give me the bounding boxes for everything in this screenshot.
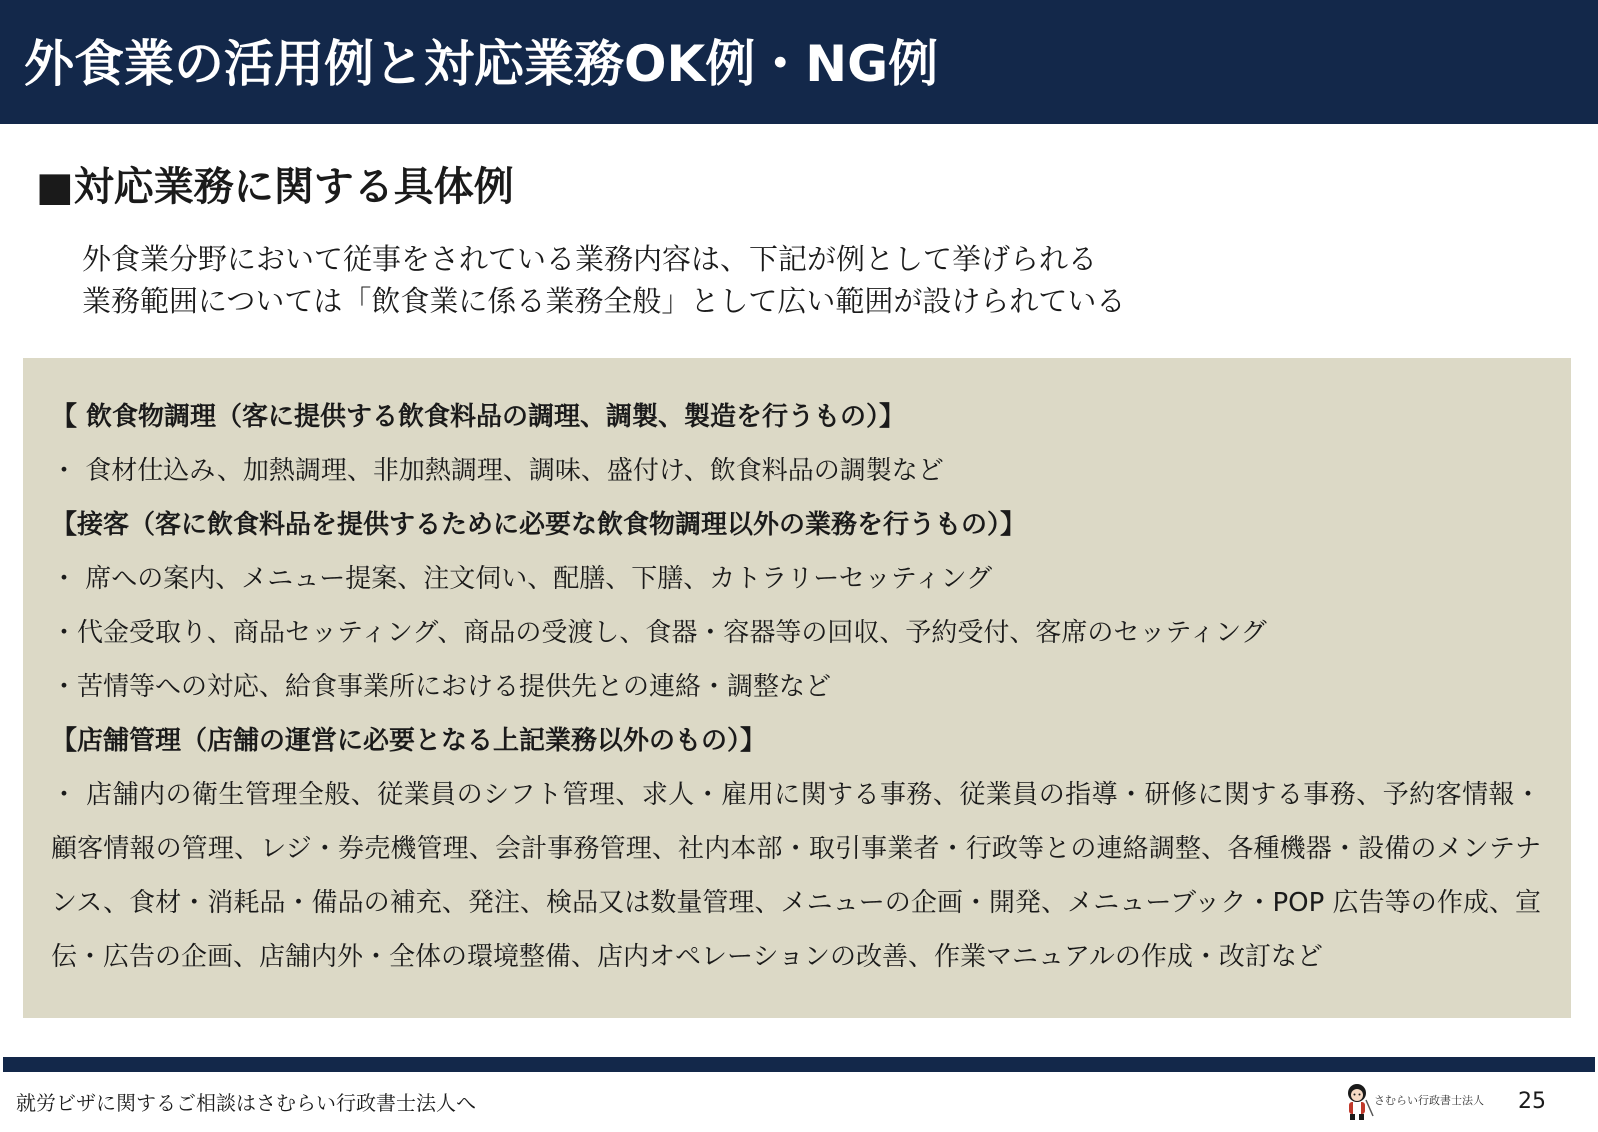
section-heading: ■対応業務に関する具体例 bbox=[36, 164, 514, 210]
footer-text: 就労ビザに関するご相談はさむらい行政書士法人へ bbox=[16, 1091, 476, 1115]
category-heading-service: 【接客（客に飲食料品を提供するために必要な飲食物調理以外の業務を行うもの）】 bbox=[51, 510, 1027, 540]
logo-text: さむらい行政書士法人 bbox=[1374, 1094, 1484, 1107]
duties-list bbox=[51, 390, 1541, 984]
list-item: ・代金受取り、商品セッティング、商品の受渡し、食器・容器等の回収、予約受付、客席のセッティング bbox=[51, 618, 1267, 648]
list-item: ・ 席への案内、メニュー提案、注文伺い、配膳、下膳、カトラリーセッティング bbox=[51, 564, 993, 594]
intro-line: 外食業分野において従事をされている業務内容は、下記が例として挙げられる bbox=[82, 242, 1098, 276]
list-item: ・ 食材仕込み、加熱調理、非加熱調理、調味、盛付け、飲食料品の調製など bbox=[51, 456, 944, 486]
intro-text bbox=[82, 238, 1125, 322]
intro-line: 業務範囲については「飲食業に係る業務全般」として広い範囲が設けられている bbox=[82, 284, 1126, 318]
duties-box bbox=[23, 358, 1571, 1018]
list-item: ・苦情等への対応、給食事業所における提供先との連絡・調整など bbox=[51, 672, 832, 702]
footer-bar bbox=[3, 1057, 1595, 1072]
category-heading-cooking: 【 飲食物調理（客に提供する飲食料品の調理、調製、製造を行うもの）】 bbox=[51, 402, 906, 432]
company-logo bbox=[1340, 1082, 1490, 1122]
category-heading-store-management: 【店舗管理（店舗の運営に必要となる上記業務以外のもの）】 bbox=[51, 726, 767, 756]
samurai-mascot-icon bbox=[1340, 1082, 1376, 1122]
header-bar bbox=[0, 0, 1598, 124]
list-item: ・ 店舗内の衛生管理全般、従業員のシフト管理、求人・雇用に関する事務、従業員の指導・研修に関する事務、予約客情報・顧客情報の管理、レジ・券売機管理、会計事務管理、社内本部・取引事業者・行政等との連絡調整、各種機器・設備のメンテナンス、食材・消耗品・備品の補充、発注、検品又は数量管理、メニューの企画・開発、メニューブック・POP 広告等の作成、宣伝・広告の企画、店舗内外・全体の環境整備、店内オペレーションの改善、作業マニュアルの作成・改訂など bbox=[51, 780, 1541, 972]
page-title: 外食業の活用例と対応業務OK例・NG例 bbox=[24, 35, 939, 93]
page-number: 25 bbox=[1518, 1089, 1546, 1114]
